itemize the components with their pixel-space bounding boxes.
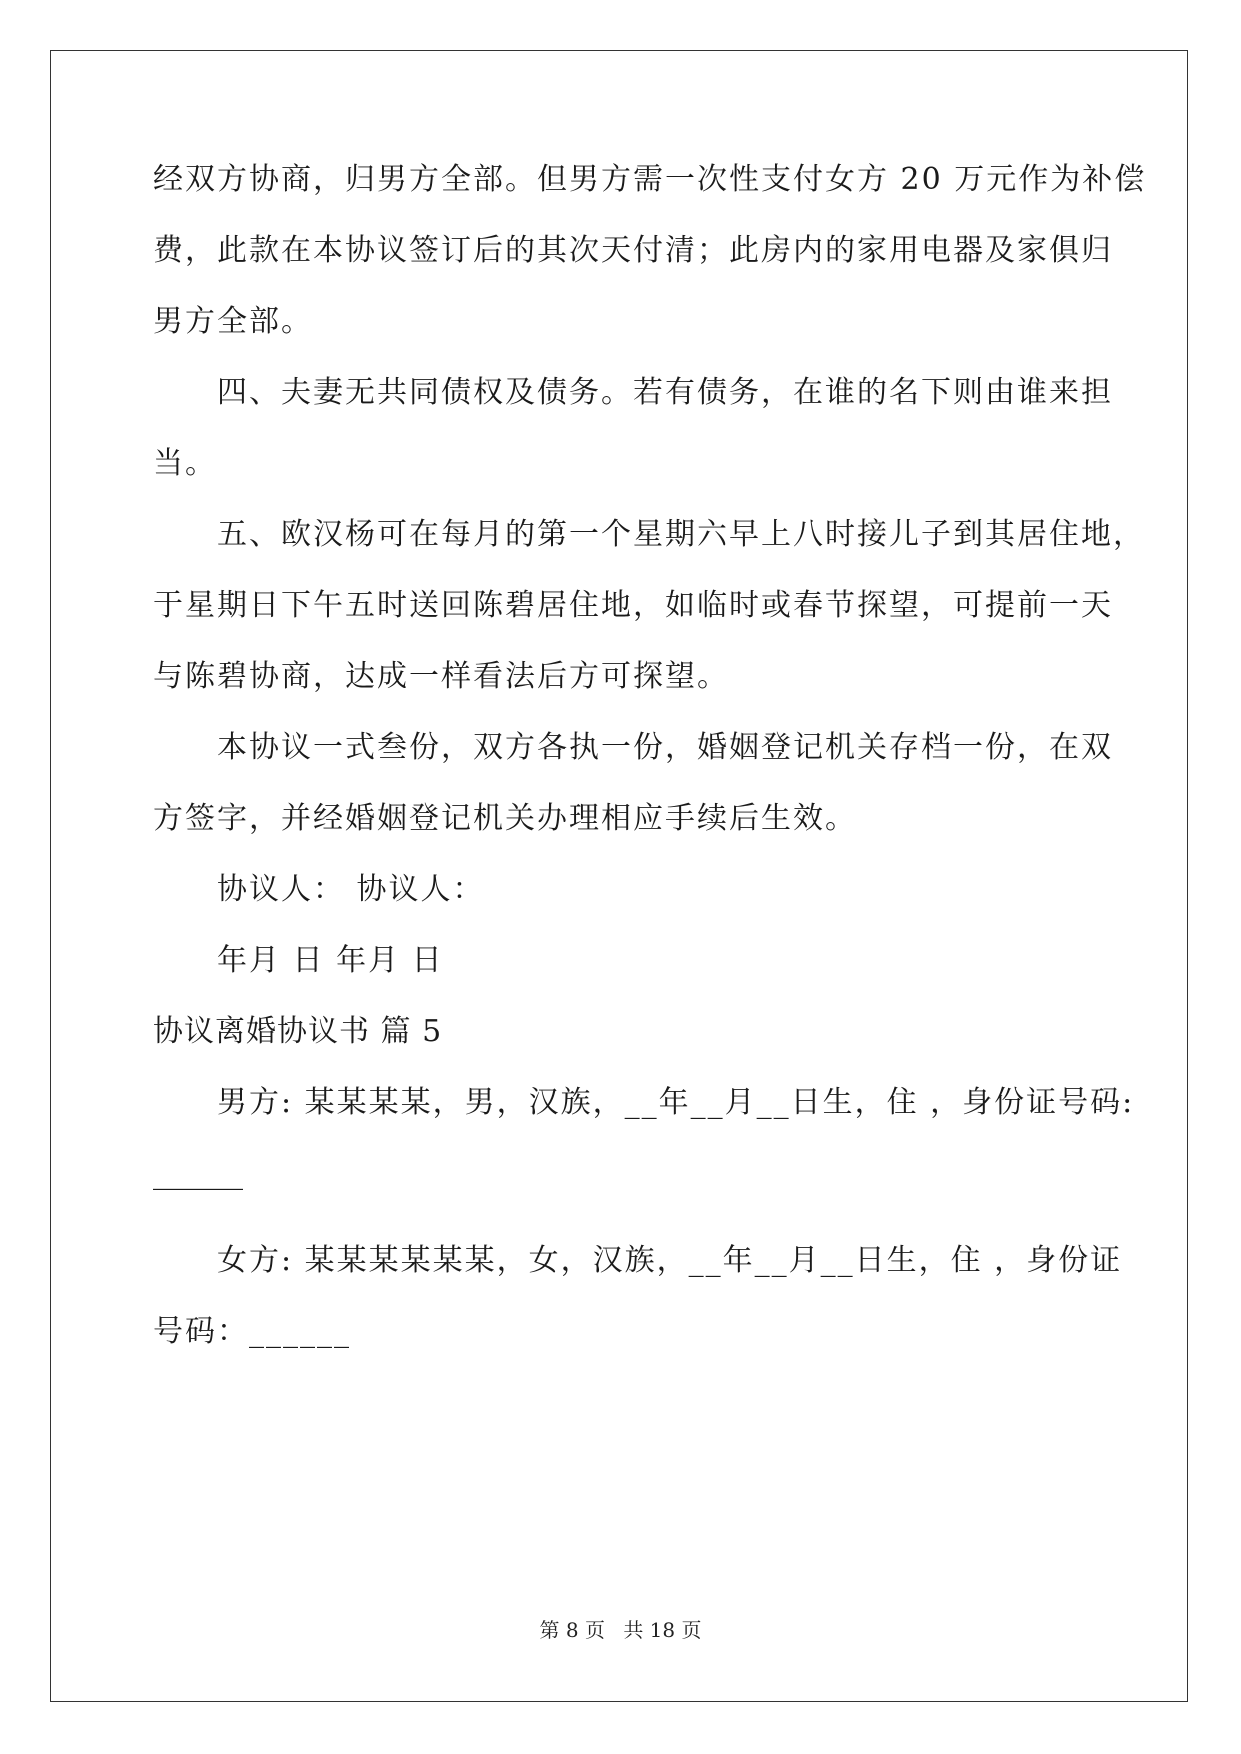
paragraph-line: 经双方协商，归男方全部。但男方需一次性支付女方 20 万元作为补偿 xyxy=(153,162,1147,197)
paragraph-line: 四、夫妻无共同债权及债务。若有债务，在谁的名下则由谁来担 xyxy=(217,375,1113,410)
paragraph-line: 号码：______ xyxy=(153,1314,351,1349)
paragraph-line: 费，此款在本协议签订后的其次天付清；此房内的家用电器及家俱归 xyxy=(153,233,1113,268)
paragraph-line: 女方: 某某某某某某，女，汉族，__年__月__日生，住 ，身份证 xyxy=(217,1243,1123,1278)
section-heading: 协议离婚协议书 篇 5 xyxy=(153,1014,443,1049)
paragraph-line: 五、欧汉杨可在每月的第一个星期六早上八时接儿子到其居住地， xyxy=(217,517,1145,552)
date-line: 年月 日 年月 日 xyxy=(217,943,444,978)
signature-line: 协议人： 协议人： xyxy=(217,872,485,907)
paragraph-line: 于星期日下午五时送回陈碧居住地，如临时或春节探望，可提前一天 xyxy=(153,588,1113,623)
page-number-current: 第 8 页 xyxy=(539,1618,605,1642)
page-number-total: 共 18 页 xyxy=(623,1618,702,1642)
paragraph-line: 与陈碧协商，达成一样看法后方可探望。 xyxy=(153,659,729,694)
paragraph-line: 当。 xyxy=(153,446,217,481)
paragraph-line: 本协议一式叁份，双方各执一份，婚姻登记机关存档一份，在双 xyxy=(217,730,1113,765)
paragraph-line: 方签字，并经婚姻登记机关办理相应手续后生效。 xyxy=(153,801,857,836)
page-footer xyxy=(0,1614,1241,1643)
paragraph-line: 男方全部。 xyxy=(153,304,313,339)
paragraph-line: 男方: 某某某某，男，汉族，__年__月__日生，住 ，身份证号码: xyxy=(217,1085,1135,1120)
blank-field-line: ______ xyxy=(153,1156,243,1191)
